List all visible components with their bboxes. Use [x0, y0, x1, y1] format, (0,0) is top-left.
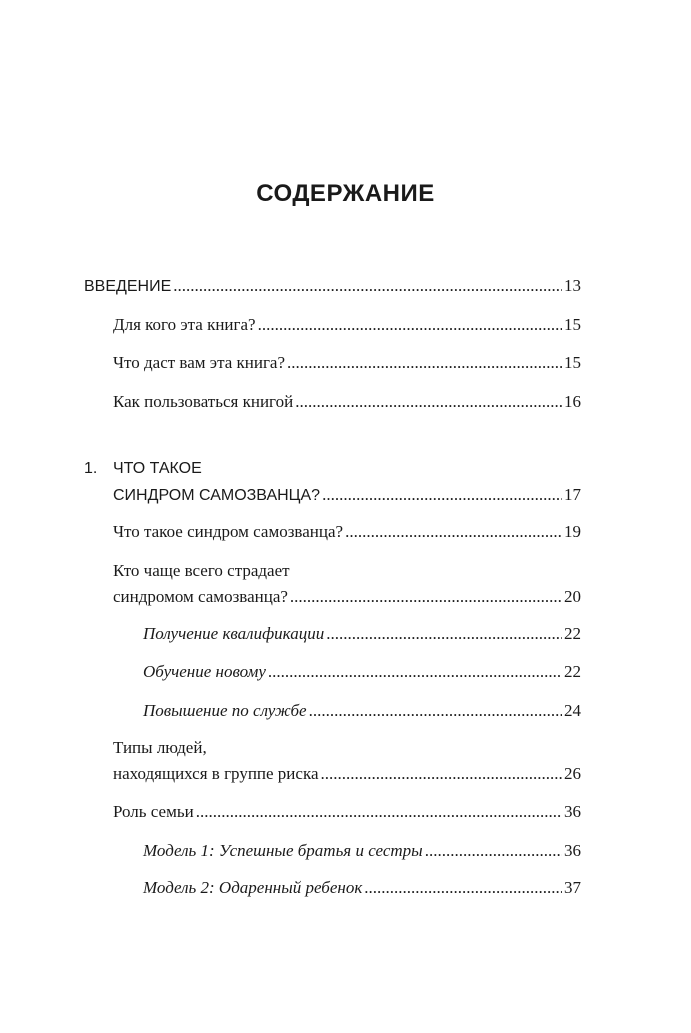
- toc-entry-chapter-1[interactable]: [113, 457, 581, 508]
- dot-leader: [268, 660, 562, 684]
- toc-page-number: 22: [564, 624, 581, 643]
- toc-page-number: 37: [564, 878, 581, 897]
- toc-entry-1-3[interactable]: [113, 736, 581, 786]
- dot-leader: [196, 800, 562, 824]
- dot-leader: [322, 483, 562, 507]
- toc-page-number: 13: [564, 276, 581, 295]
- dot-leader: [258, 313, 562, 337]
- toc-entry-label: Как пользоваться книгой: [113, 392, 294, 411]
- toc-page-number: 36: [564, 841, 581, 860]
- dot-leader: [287, 351, 562, 375]
- toc-entry-label: Получение квалификации: [143, 624, 325, 643]
- dot-leader: [290, 585, 562, 609]
- dot-leader: [173, 274, 562, 298]
- toc-entry-label: Повышение по службе: [143, 701, 307, 720]
- toc-entry-label: Для кого эта книга?: [113, 315, 256, 334]
- toc-page-number: 17: [564, 485, 581, 504]
- dot-leader: [295, 390, 562, 414]
- page-title: СОДЕРЖАНИЕ: [256, 180, 435, 207]
- toc-entry-intro-3[interactable]: [113, 390, 581, 414]
- toc-page-number: 15: [564, 315, 581, 334]
- toc-entry-label-line1: ЧТО ТАКОЕ: [113, 460, 202, 477]
- chapter-number: 1.: [84, 460, 98, 477]
- toc-page-number: 24: [564, 701, 581, 720]
- toc-page-number: 15: [564, 353, 581, 372]
- toc-entry-1-4-1[interactable]: [143, 839, 581, 863]
- toc-entry-intro-1[interactable]: [113, 313, 581, 337]
- toc-entry-1-4[interactable]: [113, 800, 581, 824]
- toc-entry-1-4-2[interactable]: [143, 876, 581, 900]
- dot-leader: [425, 839, 562, 863]
- toc-entry-intro[interactable]: [84, 274, 581, 299]
- toc-entry-label-line1: Кто чаще всего страдает: [113, 561, 290, 580]
- toc-page-number: 16: [564, 392, 581, 411]
- dot-leader: [309, 699, 562, 723]
- dot-leader: [345, 520, 562, 544]
- toc-entry-label: синдромом самозванца?: [113, 587, 288, 606]
- toc-page-number: 26: [564, 764, 581, 783]
- toc-entry-1-2[interactable]: [113, 559, 581, 609]
- toc-entry-label: находящихся в группе риска: [113, 764, 319, 783]
- toc-page-number: 36: [564, 802, 581, 821]
- toc-entry-label: Обучение новому: [143, 662, 266, 681]
- toc-entry-1-2-3[interactable]: [143, 699, 581, 723]
- toc-entry-label: Модель 1: Успешные братья и сестры: [143, 841, 423, 860]
- dot-leader: [321, 762, 563, 786]
- toc-entry-1-2-1[interactable]: [143, 622, 581, 646]
- toc-entry-1-1[interactable]: [113, 520, 581, 544]
- toc-page-number: 20: [564, 587, 581, 606]
- toc-entry-label-line1: Типы людей,: [113, 738, 207, 757]
- toc-entry-intro-2[interactable]: [113, 351, 581, 375]
- dot-leader: [364, 876, 562, 900]
- toc-entry-label: Что даст вам эта книга?: [113, 353, 286, 372]
- toc-entry-1-2-2[interactable]: [143, 660, 581, 684]
- toc-entry-label: Модель 2: Одаренный ребенок: [143, 878, 363, 897]
- toc-page-number: 19: [564, 522, 581, 541]
- toc-page-number: 22: [564, 662, 581, 681]
- toc-entry-label: ВВЕДЕНИЕ: [84, 278, 172, 295]
- dot-leader: [326, 622, 562, 646]
- toc-entry-label: Роль семьи: [113, 802, 194, 821]
- toc-entry-label: СИНДРОМ САМОЗВАНЦА?: [113, 487, 321, 504]
- toc-entry-label: Что такое синдром самозванца?: [113, 522, 344, 541]
